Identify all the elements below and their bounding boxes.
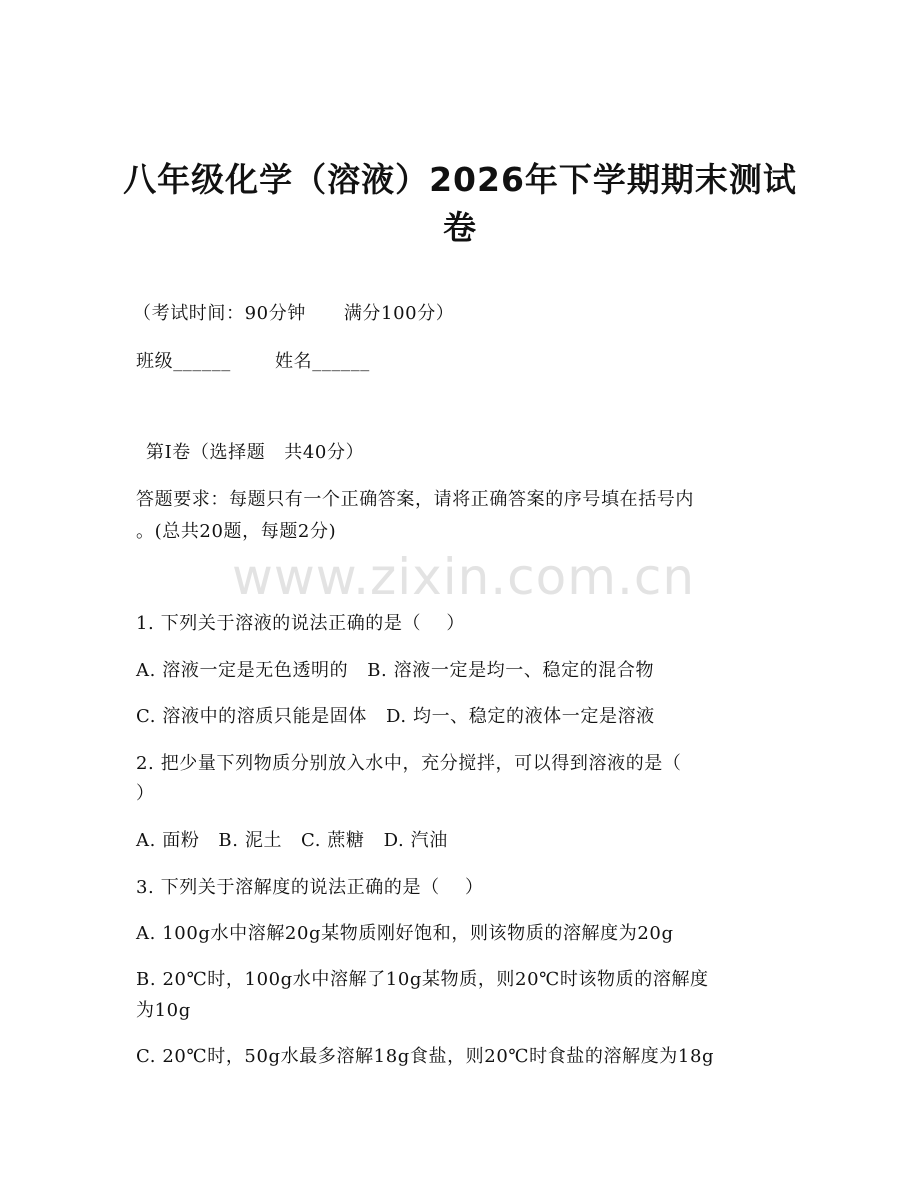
question-3-option-continued: 为10g: [136, 1000, 191, 1021]
question-2-stem-continued: ）: [136, 783, 155, 804]
exam-title-line-1: 八年级化学（溶液）2026年下学期期末测试: [123, 160, 797, 199]
question-2-stem: 2. 把少量下列物质分别放入水中，充分搅拌，可以得到溶液的是（: [136, 753, 682, 774]
exam-info: （考试时间：90分钟 满分100分）: [133, 303, 455, 324]
exam-title-line-2: 卷: [443, 208, 477, 247]
question-1-stem: 1. 下列关于溶液的说法正确的是（ ）: [136, 613, 465, 634]
watermark: www.zixin.com.cn: [232, 548, 696, 606]
section-instruction-line-1: 答题要求：每题只有一个正确答案，请将正确答案的序号填在括号内: [136, 489, 694, 510]
question-3-stem: 3. 下列关于溶解度的说法正确的是（ ）: [136, 877, 484, 898]
question-1-option-line: A. 溶液一定是无色透明的 B. 溶液一定是均一、稳定的混合物: [136, 660, 655, 681]
question-3-option-line: A. 100g水中溶解20g某物质刚好饱和，则该物质的溶解度为20g: [136, 923, 674, 944]
section-instruction-line-2: 。(总共20题，每题2分): [136, 521, 337, 542]
section-heading: 第Ⅰ卷（选择题 共40分）: [146, 442, 365, 463]
question-1-option-line: C. 溶液中的溶质只能是固体 D. 均一、稳定的液体一定是溶液: [136, 706, 655, 727]
question-2-option-line: A. 面粉 B. 泥土 C. 蔗糖 D. 汽油: [136, 830, 448, 851]
question-3-option-line: C. 20℃时，50g水最多溶解18g食盐，则20℃时食盐的溶解度为18g: [136, 1046, 715, 1067]
student-fields: 班级______ 姓名______: [136, 351, 370, 372]
question-3-option-line: B. 20℃时，100g水中溶解了10g某物质，则20℃时该物质的溶解度: [136, 969, 709, 990]
